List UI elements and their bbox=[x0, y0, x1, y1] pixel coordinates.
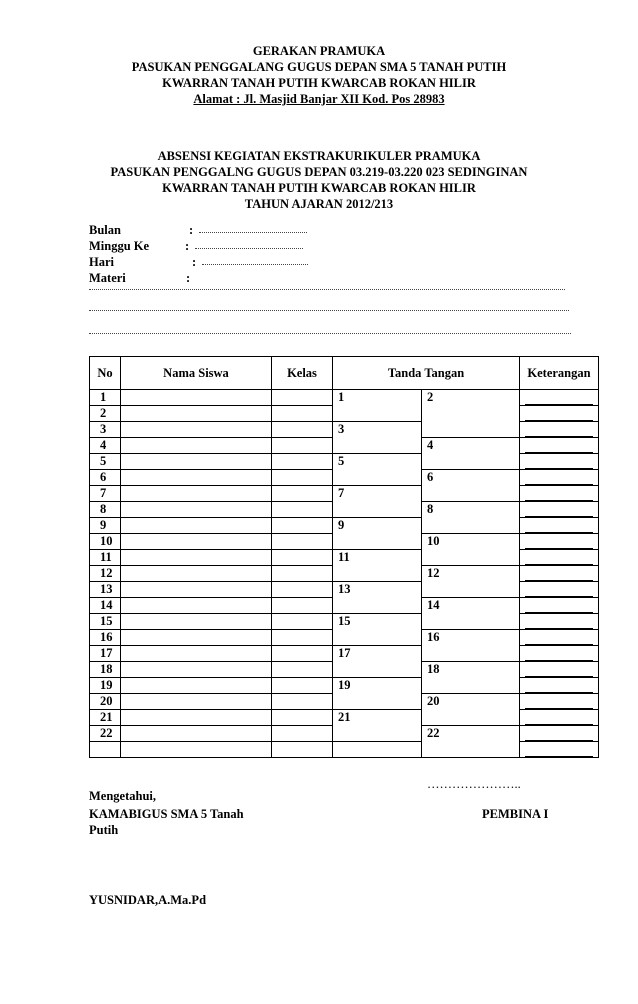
row-kelas[interactable] bbox=[272, 710, 333, 726]
keterangan-line bbox=[525, 582, 593, 597]
row-number: 6 bbox=[90, 470, 121, 486]
row-number: 4 bbox=[90, 438, 121, 454]
row-nama-siswa[interactable] bbox=[121, 550, 272, 566]
keterangan-line bbox=[525, 662, 593, 677]
header-kelas: Kelas bbox=[272, 357, 333, 390]
left-signer-name: YUSNIDAR,A.Ma.Pd bbox=[89, 893, 207, 907]
row-keterangan[interactable] bbox=[520, 694, 599, 710]
row-nama-siswa[interactable] bbox=[121, 630, 272, 646]
keterangan-line bbox=[525, 470, 593, 485]
row-kelas[interactable] bbox=[272, 390, 333, 406]
row-kelas[interactable] bbox=[272, 582, 333, 598]
row-kelas[interactable] bbox=[272, 518, 333, 534]
row-number: 1 bbox=[90, 390, 121, 406]
field-hari-blank bbox=[202, 264, 308, 265]
row-kelas[interactable] bbox=[272, 470, 333, 486]
keterangan-line bbox=[525, 742, 593, 757]
keterangan-line bbox=[525, 694, 593, 709]
keterangan-line bbox=[525, 598, 593, 613]
keterangan-line bbox=[525, 646, 593, 661]
signature-cell-right[interactable]: 8 bbox=[422, 502, 520, 534]
signature-cell-right[interactable]: 14 bbox=[422, 598, 520, 630]
org-subtitle: PASUKAN PENGGALANG GUGUS DEPAN SMA 5 TANAH PUTIH bbox=[131, 60, 507, 74]
doc-subtitle: PASUKAN PENGGALNG GUGUS DEPAN 03.219-03.220 023 SEDINGINAN bbox=[110, 165, 528, 179]
attendance-table bbox=[89, 356, 599, 758]
header-nama-siswa: Nama Siswa bbox=[121, 357, 272, 390]
signature-cell-right[interactable]: 2 bbox=[422, 390, 520, 438]
keterangan-line bbox=[525, 486, 593, 501]
row-number: 5 bbox=[90, 454, 121, 470]
signature-cell-right[interactable]: 16 bbox=[422, 630, 520, 662]
keterangan-line bbox=[525, 566, 593, 581]
row-kelas[interactable] bbox=[272, 454, 333, 470]
table-row bbox=[90, 518, 599, 534]
org-title: GERAKAN PRAMUKA bbox=[252, 44, 386, 58]
row-nama-siswa[interactable] bbox=[121, 598, 272, 614]
keterangan-line bbox=[525, 614, 593, 629]
signature-cell-left[interactable]: 13 bbox=[333, 582, 422, 614]
signature-cell-left[interactable]: 1 bbox=[333, 390, 422, 422]
signature-cell-right[interactable]: 22 bbox=[422, 726, 520, 758]
row-number bbox=[90, 742, 121, 758]
acknowledged-label: Mengetahui, bbox=[89, 789, 157, 803]
row-number: 15 bbox=[90, 614, 121, 630]
row-keterangan[interactable] bbox=[520, 438, 599, 454]
header-keterangan: Keterangan bbox=[520, 357, 599, 390]
field-bulan-blank bbox=[199, 232, 307, 233]
row-number: 8 bbox=[90, 502, 121, 518]
keterangan-line bbox=[525, 630, 593, 645]
row-kelas[interactable] bbox=[272, 694, 333, 710]
row-kelas[interactable] bbox=[272, 630, 333, 646]
row-nama-siswa[interactable] bbox=[121, 742, 272, 758]
row-kelas[interactable] bbox=[272, 646, 333, 662]
row-nama-siswa[interactable] bbox=[121, 390, 272, 406]
row-nama-siswa[interactable] bbox=[121, 614, 272, 630]
table-row bbox=[90, 486, 599, 502]
row-keterangan[interactable] bbox=[520, 566, 599, 582]
keterangan-line bbox=[525, 502, 593, 517]
row-number: 7 bbox=[90, 486, 121, 502]
row-nama-siswa[interactable] bbox=[121, 486, 272, 502]
doc-region: KWARRAN TANAH PUTIH KWARCAB ROKAN HILIR bbox=[162, 181, 476, 195]
row-kelas[interactable] bbox=[272, 742, 333, 758]
table-row bbox=[90, 582, 599, 598]
row-keterangan[interactable] bbox=[520, 662, 599, 678]
header-tanda-tangan: Tanda Tangan bbox=[333, 357, 520, 390]
row-keterangan[interactable] bbox=[520, 406, 599, 422]
materi-line-1 bbox=[89, 289, 565, 290]
keterangan-line bbox=[525, 726, 593, 741]
row-nama-siswa[interactable] bbox=[121, 502, 272, 518]
row-nama-siswa[interactable] bbox=[121, 582, 272, 598]
row-kelas[interactable] bbox=[272, 550, 333, 566]
keterangan-line bbox=[525, 550, 593, 565]
row-number: 17 bbox=[90, 646, 121, 662]
row-nama-siswa[interactable] bbox=[121, 694, 272, 710]
row-nama-siswa[interactable] bbox=[121, 726, 272, 742]
row-number: 18 bbox=[90, 662, 121, 678]
right-signer-role: PEMBINA I bbox=[482, 807, 549, 821]
row-kelas[interactable] bbox=[272, 566, 333, 582]
keterangan-line bbox=[525, 518, 593, 533]
doc-year: TAHUN AJARAN 2012/213 bbox=[244, 197, 394, 211]
left-signer-role: KAMABIGUS SMA 5 Tanah bbox=[89, 807, 244, 821]
row-keterangan[interactable] bbox=[520, 726, 599, 742]
field-minggu-colon: : bbox=[185, 239, 190, 253]
row-keterangan[interactable] bbox=[520, 470, 599, 486]
row-nama-siswa[interactable] bbox=[121, 710, 272, 726]
field-bulan-label: Bulan bbox=[89, 223, 121, 237]
row-keterangan[interactable] bbox=[520, 614, 599, 630]
signature-cell-left[interactable]: 7 bbox=[333, 486, 422, 518]
signature-cell-left[interactable]: 9 bbox=[333, 518, 422, 550]
org-region: KWARRAN TANAH PUTIH KWARCAB ROKAN HILIR bbox=[162, 76, 476, 90]
table-header-row bbox=[90, 357, 599, 390]
row-number: 2 bbox=[90, 406, 121, 422]
left-signer-role-cont: Putih bbox=[89, 823, 119, 837]
keterangan-line bbox=[525, 438, 593, 453]
row-kelas[interactable] bbox=[272, 438, 333, 454]
table-row bbox=[90, 678, 599, 694]
row-keterangan[interactable] bbox=[520, 646, 599, 662]
row-kelas[interactable] bbox=[272, 422, 333, 438]
row-keterangan[interactable] bbox=[520, 502, 599, 518]
keterangan-line bbox=[525, 454, 593, 469]
table-row bbox=[90, 710, 599, 726]
field-minggu-blank bbox=[195, 248, 303, 249]
signature-cell-right[interactable]: 10 bbox=[422, 534, 520, 566]
row-number: 12 bbox=[90, 566, 121, 582]
field-hari-colon: : bbox=[192, 255, 197, 269]
row-kelas[interactable] bbox=[272, 534, 333, 550]
signature-cell-right[interactable]: 12 bbox=[422, 566, 520, 598]
row-kelas[interactable] bbox=[272, 614, 333, 630]
signature-cell-right[interactable]: 18 bbox=[422, 662, 520, 694]
signature-cell-left[interactable]: 3 bbox=[333, 422, 422, 454]
place-date-blank: ………………….. bbox=[427, 777, 521, 791]
materi-line-3 bbox=[89, 333, 571, 334]
field-minggu-label: Minggu Ke bbox=[89, 239, 150, 253]
field-materi-colon: : bbox=[186, 271, 191, 285]
field-materi-label: Materi bbox=[89, 271, 126, 285]
row-number: 13 bbox=[90, 582, 121, 598]
signature-cell-right[interactable]: 6 bbox=[422, 470, 520, 502]
row-keterangan[interactable] bbox=[520, 390, 599, 406]
row-nama-siswa[interactable] bbox=[121, 662, 272, 678]
row-number: 22 bbox=[90, 726, 121, 742]
row-keterangan[interactable] bbox=[520, 454, 599, 470]
row-keterangan[interactable] bbox=[520, 518, 599, 534]
row-keterangan[interactable] bbox=[520, 550, 599, 566]
signature-cell-left[interactable] bbox=[333, 742, 422, 758]
row-nama-siswa[interactable] bbox=[121, 454, 272, 470]
row-number: 14 bbox=[90, 598, 121, 614]
row-kelas[interactable] bbox=[272, 662, 333, 678]
signature-cell-left[interactable]: 19 bbox=[333, 678, 422, 710]
row-nama-siswa[interactable] bbox=[121, 566, 272, 582]
signature-cell-left[interactable]: 5 bbox=[333, 454, 422, 486]
org-address: Alamat : Jl. Masjid Banjar XII Kod. Pos 28983 bbox=[193, 92, 445, 106]
table-row bbox=[90, 646, 599, 662]
row-nama-siswa[interactable] bbox=[121, 534, 272, 550]
keterangan-line bbox=[525, 422, 593, 437]
row-keterangan[interactable] bbox=[520, 742, 599, 758]
signature-cell-left[interactable]: 15 bbox=[333, 614, 422, 646]
signature-cell-right[interactable]: 4 bbox=[422, 438, 520, 470]
row-keterangan[interactable] bbox=[520, 534, 599, 550]
keterangan-line bbox=[525, 390, 593, 405]
row-keterangan[interactable] bbox=[520, 486, 599, 502]
keterangan-line bbox=[525, 710, 593, 725]
row-nama-siswa[interactable] bbox=[121, 406, 272, 422]
field-hari-label: Hari bbox=[89, 255, 114, 269]
row-number: 9 bbox=[90, 518, 121, 534]
row-kelas[interactable] bbox=[272, 598, 333, 614]
row-keterangan[interactable] bbox=[520, 678, 599, 694]
row-number: 3 bbox=[90, 422, 121, 438]
row-kelas[interactable] bbox=[272, 486, 333, 502]
table-row bbox=[90, 550, 599, 566]
table-row-empty bbox=[90, 742, 599, 758]
row-number: 10 bbox=[90, 534, 121, 550]
row-nama-siswa[interactable] bbox=[121, 438, 272, 454]
signature-cell-left[interactable]: 11 bbox=[333, 550, 422, 582]
row-number: 20 bbox=[90, 694, 121, 710]
row-keterangan[interactable] bbox=[520, 422, 599, 438]
row-nama-siswa[interactable] bbox=[121, 470, 272, 486]
keterangan-line bbox=[525, 678, 593, 693]
field-bulan-colon: : bbox=[189, 223, 194, 237]
row-keterangan[interactable] bbox=[520, 630, 599, 646]
row-keterangan[interactable] bbox=[520, 582, 599, 598]
row-nama-siswa[interactable] bbox=[121, 422, 272, 438]
row-kelas[interactable] bbox=[272, 406, 333, 422]
row-number: 16 bbox=[90, 630, 121, 646]
row-nama-siswa[interactable] bbox=[121, 646, 272, 662]
table-row bbox=[90, 422, 599, 438]
row-kelas[interactable] bbox=[272, 678, 333, 694]
table-row bbox=[90, 614, 599, 630]
row-number: 19 bbox=[90, 678, 121, 694]
header-no: No bbox=[90, 357, 121, 390]
row-keterangan[interactable] bbox=[520, 710, 599, 726]
row-nama-siswa[interactable] bbox=[121, 518, 272, 534]
keterangan-line bbox=[525, 406, 593, 421]
signature-cell-left[interactable]: 17 bbox=[333, 646, 422, 678]
doc-title: ABSENSI KEGIATAN EKSTRAKURIKULER PRAMUKA bbox=[157, 149, 481, 163]
row-kelas[interactable] bbox=[272, 502, 333, 518]
row-number: 21 bbox=[90, 710, 121, 726]
materi-line-2 bbox=[89, 310, 569, 311]
row-nama-siswa[interactable] bbox=[121, 678, 272, 694]
row-keterangan[interactable] bbox=[520, 598, 599, 614]
signature-cell-left[interactable]: 21 bbox=[333, 710, 422, 742]
row-number: 11 bbox=[90, 550, 121, 566]
table-row bbox=[90, 454, 599, 470]
row-kelas[interactable] bbox=[272, 726, 333, 742]
keterangan-line bbox=[525, 534, 593, 549]
signature-cell-right[interactable]: 20 bbox=[422, 694, 520, 726]
table-row bbox=[90, 390, 599, 406]
